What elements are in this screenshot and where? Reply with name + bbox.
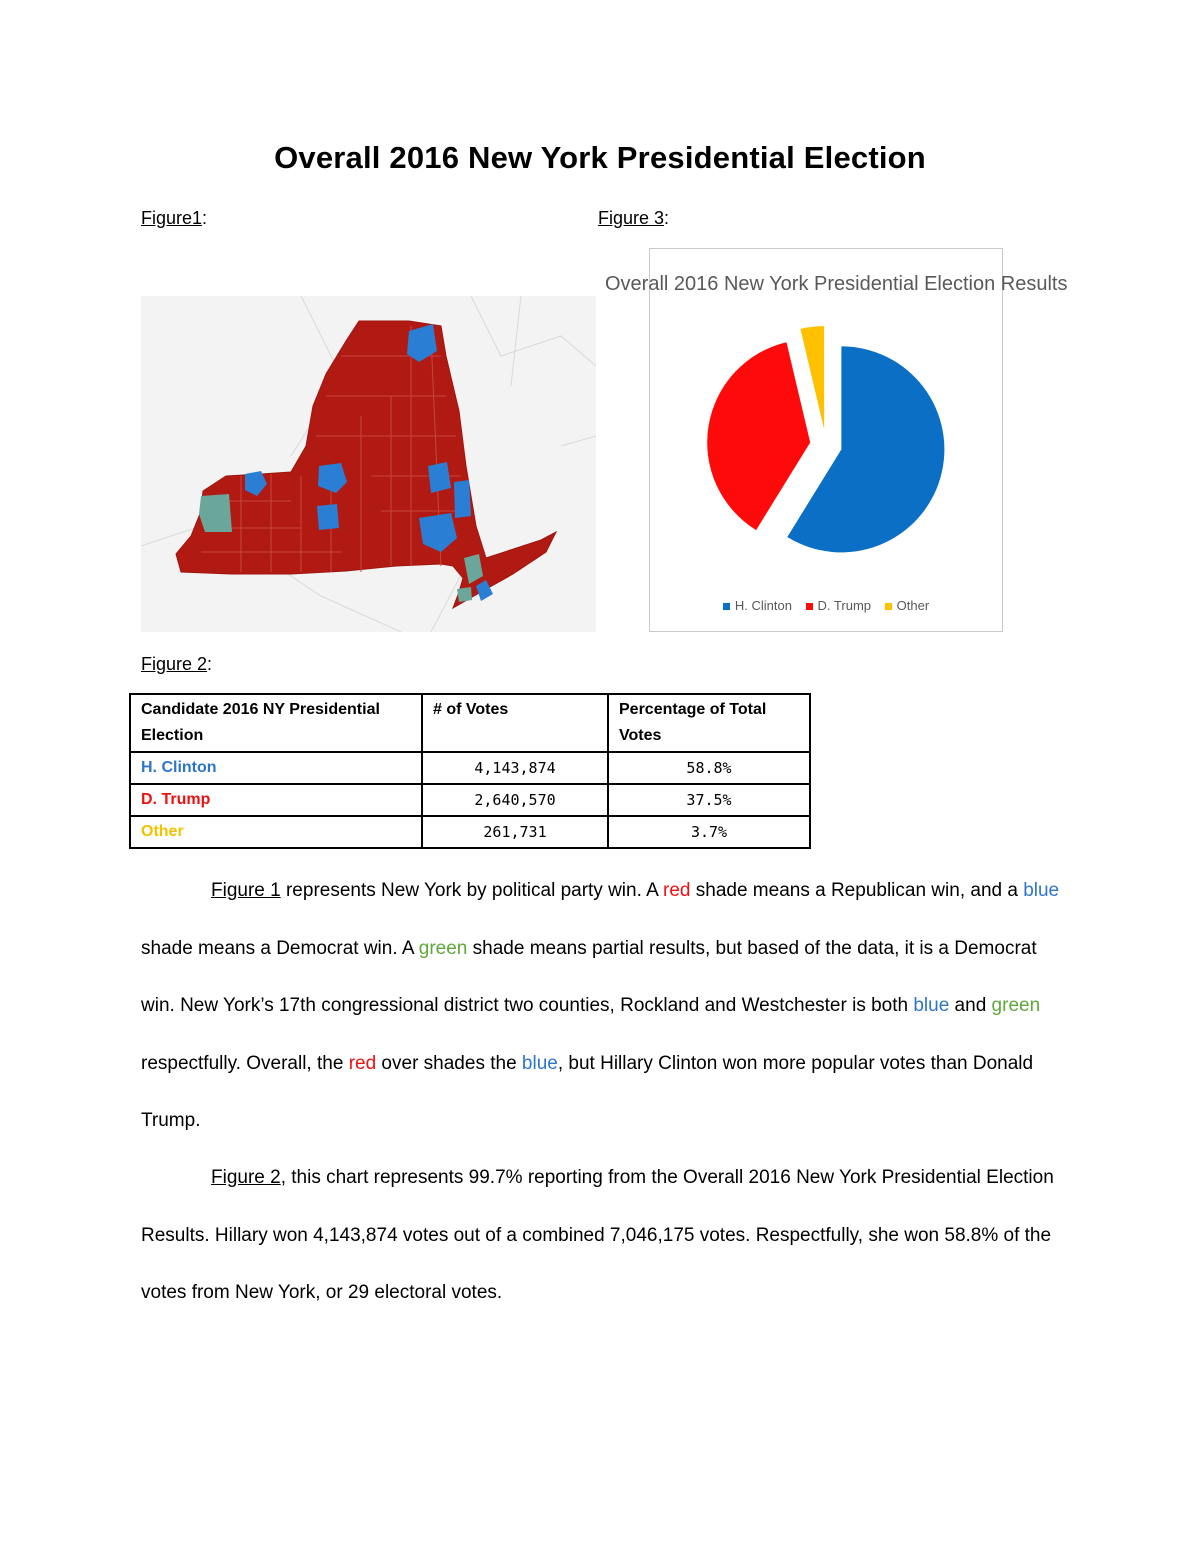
figure2-reference: Figure 2 [211,1167,281,1188]
pie-chart-title: Overall 2016 New York Presidential Election Results [605,273,1068,295]
table-row [130,752,810,784]
legend-item-trump: D. Trump [806,598,871,613]
header-votes: # of Votes [422,694,608,752]
legend-item-other: Other [885,598,930,613]
vote-count: 261,731 [422,816,608,848]
document-title: Overall 2016 New York Presidential Election [274,140,926,175]
vote-percentage: 3.7% [608,816,810,848]
ny-map-svg [141,296,596,632]
candidate-name: Other [130,816,422,848]
table-row [130,816,810,848]
vote-percentage: 58.8% [608,752,810,784]
legend-swatch [885,603,892,610]
candidate-name: H. Clinton [130,752,422,784]
vote-percentage: 37.5% [608,784,810,816]
pie-slice-d-trump [707,342,810,530]
paragraph-figure1: Figure 1 represents New York by political party win. A red shade means a Republican win, and a blue shade means a Democrat win. A green shade means partial results, but based of the data, it is a Democrat win. New York’s 17th congressional district two counties, Rockland and Westchester is both blue and green respectfully. Overall, the red over shades the blue, but Hillary Clinton won more popular votes than Donald Trump. [141,880,1060,1131]
pie-slice-h-clinton [787,346,944,552]
table-row [130,784,810,816]
figure3-label: Figure 3: [598,208,670,228]
pie-slice-other [800,326,824,429]
pie-chart-svg [650,249,1002,631]
figure1-label: Figure1: [141,208,208,228]
header-candidate: Candidate 2016 NY Presidential Election [130,694,422,752]
pie-chart-frame [605,248,1068,632]
candidate-name: D. Trump [130,784,422,816]
legend-item-clinton: H. Clinton [723,598,792,613]
legend-swatch [806,603,813,610]
ny-county-map [141,296,596,632]
figure1-reference: Figure 1 [211,880,281,901]
paragraph-figure2: Figure 2, this chart represents 99.7% reporting from the Overall 2016 New York Presidential Election Results. Hillary won 4,143,874 votes out of a combined 7,046,175 votes. Respectfully, she won 58.8% of the votes from New York, or 29 electoral votes. [141,1167,1054,1303]
results-table [129,693,811,849]
ny-state-shape [176,321,556,608]
vote-count: 4,143,874 [422,752,608,784]
figure2-label: Figure 2: [141,654,213,674]
vote-count: 2,640,570 [422,784,608,816]
pie-legend [650,598,1002,613]
table-header-row [130,694,810,752]
legend-swatch [723,603,730,610]
header-percentage: Percentage of Total Votes [608,694,810,752]
